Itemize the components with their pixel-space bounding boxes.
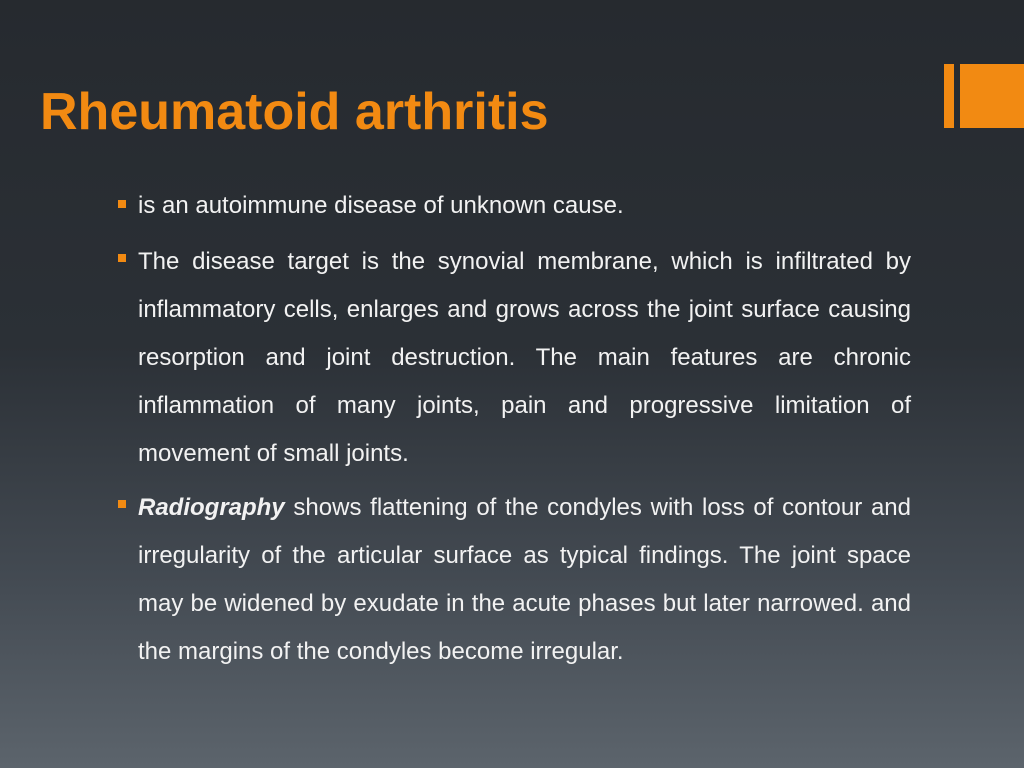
square-bullet-icon: [118, 254, 126, 262]
bullet-text: is an autoimmune disease of unknown cause.: [138, 192, 624, 219]
bullet-list: [116, 184, 911, 682]
square-bullet-icon: [118, 200, 126, 208]
bullet-item: [116, 484, 911, 676]
slide-title: Rheumatoid arthritis: [40, 83, 549, 141]
square-bullet-icon: [118, 500, 126, 508]
logo-bar-thick: [960, 64, 1024, 128]
bullet-lead-term: Radiography: [138, 494, 285, 521]
orange-bracket-logo-icon: [944, 64, 1024, 128]
bullet-item: [116, 238, 911, 478]
bullet-text: The disease target is the synovial membrane, which is infiltrated by inflammatory cells, enlarges and grows across the joint surface causing resorption and joint destruction. The main features are chronic inflammation of many joints, pain and progressive limitation of movement of small joints.: [138, 248, 911, 467]
logo-bar-thin: [944, 64, 954, 128]
bullet-text: shows flattening of the condyles with loss of contour and irregularity of the articular surface as typical findings. The joint space may be widened by exudate in the acute phases but later narrowed. and the margins of the condyles become irregular.: [138, 494, 911, 665]
bullet-item: [116, 184, 911, 228]
